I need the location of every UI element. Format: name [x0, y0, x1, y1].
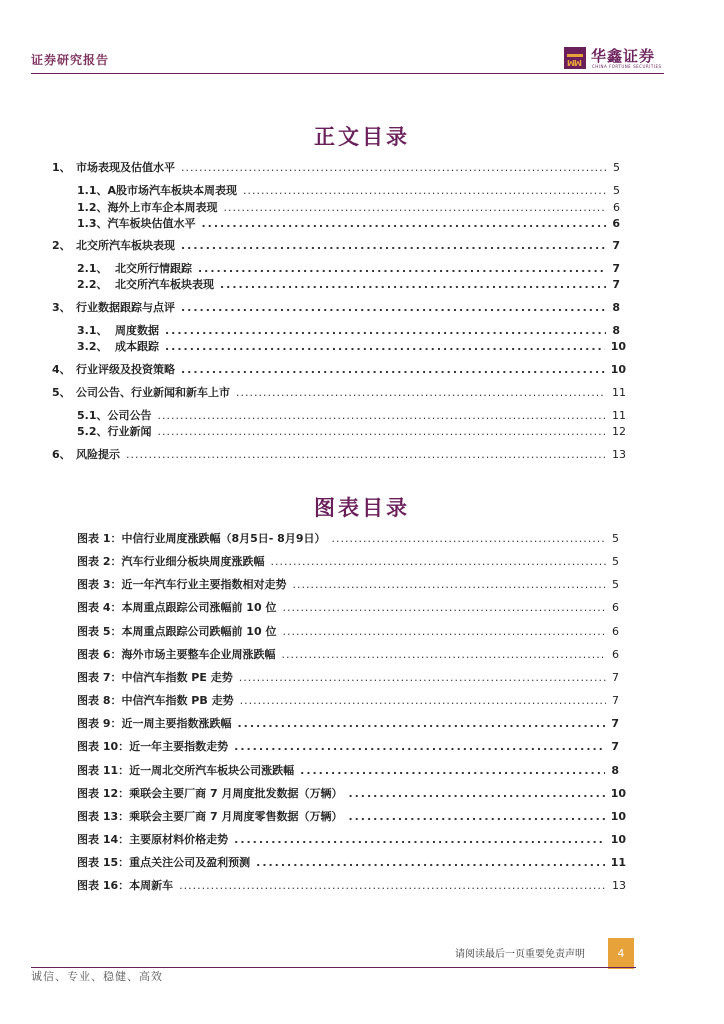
leader-dots [240, 693, 606, 709]
figure-page: 13 [612, 879, 626, 892]
figure-page: 10 [610, 810, 626, 823]
toc-text: 北交所汽车板块表现 [115, 278, 214, 291]
toc-number: 1.1、 [77, 184, 108, 197]
figure-entry[interactable] [77, 647, 619, 663]
leader-dots [202, 216, 607, 232]
figure-entry[interactable] [77, 531, 619, 547]
figure-page: 11 [610, 856, 626, 869]
toc-page: 8 [612, 324, 620, 337]
figure-page: 7 [612, 694, 619, 707]
toc-entry[interactable] [52, 362, 626, 378]
figure-text: 图表 3：近一年汽车行业主要指数相对走势 [77, 578, 287, 591]
leader-dots [292, 577, 606, 593]
toc-page: 5 [613, 161, 620, 174]
toc-number: 3.2、 [77, 340, 108, 353]
toc-number: 5、 [52, 386, 71, 399]
leader-dots [181, 238, 606, 254]
toc-page: 6 [612, 217, 620, 230]
toc-page: 7 [612, 278, 620, 291]
toc-text: 公司公告、行业新闻和新车上市 [76, 386, 230, 399]
figure-text: 图表 5：本周重点跟踪公司跌幅前 10 位 [77, 625, 277, 638]
toc-number: 1、 [52, 161, 71, 174]
figure-page: 5 [612, 578, 619, 591]
leader-dots [181, 160, 607, 176]
toc-title: 正文目录 [314, 125, 410, 149]
figure-text: 图表 11：近一周北交所汽车板块公司涨跌幅 [77, 764, 295, 777]
toc-text: 汽车板块估值水平 [107, 217, 196, 230]
toc-page: 10 [610, 363, 626, 376]
toc-entry[interactable] [52, 160, 620, 176]
toc-number: 6、 [52, 448, 71, 461]
toc-entry[interactable] [77, 183, 620, 199]
figure-text: 图表 4：本周重点跟踪公司涨幅前 10 位 [77, 601, 277, 614]
toc-text: 周度数据 [115, 324, 159, 337]
toc-page: 11 [612, 386, 626, 399]
toc-text: 行业评级及投资策略 [76, 363, 175, 376]
leader-dots [181, 362, 605, 378]
toc-entry[interactable] [52, 447, 626, 463]
toc-number: 3.1、 [77, 324, 108, 337]
leader-dots [234, 739, 605, 755]
figure-entry[interactable] [77, 739, 619, 755]
toc-page: 12 [612, 425, 626, 438]
toc-text: 市场表现及估值水平 [76, 161, 175, 174]
figure-page: 10 [610, 787, 626, 800]
leader-dots [348, 786, 604, 802]
figure-entry[interactable] [77, 855, 626, 871]
figure-page: 7 [611, 740, 619, 753]
figure-page: 6 [612, 648, 619, 661]
header-label: 证券研究报告 [31, 53, 110, 67]
toc-number: 5.2、 [77, 425, 108, 438]
toc-entry[interactable] [77, 216, 620, 232]
leader-dots [158, 408, 607, 424]
toc-number: 1.2、 [77, 201, 108, 214]
figures-title: 图表目录 [314, 496, 410, 520]
leader-dots [234, 832, 605, 848]
figure-page: 10 [610, 833, 626, 846]
logo-english-name: CHINA FORTUNE SECURITIES [592, 64, 662, 69]
figure-entry[interactable] [77, 670, 619, 686]
figure-page: 6 [612, 601, 619, 614]
page-number: 4 [608, 938, 634, 969]
figure-page: 5 [612, 555, 619, 568]
leader-dots [256, 855, 605, 871]
toc-number: 2、 [52, 239, 71, 252]
leader-dots [126, 447, 606, 463]
toc-text: 公司公告 [107, 409, 152, 422]
leader-dots [281, 647, 606, 663]
company-logo [564, 46, 664, 72]
figure-entry[interactable] [77, 786, 626, 802]
toc-number: 4、 [52, 363, 71, 376]
figure-text: 图表 1：中信行业周度涨跌幅（8月5日- 8月9日） [77, 532, 326, 545]
toc-number: 2.2、 [77, 278, 108, 291]
toc-text: 行业数据跟踪与点评 [76, 301, 175, 314]
toc-entry[interactable] [77, 339, 626, 355]
figure-entry[interactable] [77, 600, 619, 616]
figure-entry[interactable] [77, 809, 626, 825]
figure-text: 图表 13：乘联会主要厂商 7 月周度零售数据（万辆） [77, 810, 343, 823]
toc-text: 行业新闻 [107, 425, 152, 438]
leader-dots [179, 878, 606, 894]
leader-dots [332, 531, 607, 547]
figure-entry[interactable] [77, 763, 619, 779]
toc-page: 13 [612, 448, 626, 461]
figure-page: 5 [612, 532, 619, 545]
leader-dots [243, 183, 607, 199]
figure-entry[interactable] [77, 716, 619, 732]
figure-text: 图表 14：主要原材料价格走势 [77, 833, 229, 846]
leader-dots [198, 261, 606, 277]
figure-entry[interactable] [77, 577, 619, 593]
leader-dots [239, 670, 606, 686]
leader-dots [165, 339, 605, 355]
toc-entry[interactable] [77, 323, 620, 339]
figure-page: 6 [612, 625, 619, 638]
leader-dots [237, 716, 605, 732]
leader-dots [348, 809, 604, 825]
leader-dots [300, 763, 605, 779]
toc-text: 风险提示 [76, 448, 120, 461]
leader-dots [181, 300, 606, 316]
header-divider [31, 73, 664, 74]
leader-dots [165, 323, 606, 339]
toc-entry[interactable] [77, 200, 620, 216]
toc-text: 海外上市车企本周表现 [107, 201, 218, 214]
disclaimer-note: 请阅读最后一页重要免责声明 [455, 949, 585, 960]
toc-page: 7 [612, 239, 620, 252]
toc-text: 成本跟踪 [115, 340, 159, 353]
figure-page: 7 [611, 717, 619, 730]
leader-dots [220, 277, 606, 293]
toc-text: A股市场汽车板块本周表现 [107, 184, 238, 197]
figure-page: 7 [612, 671, 619, 684]
leader-dots [236, 385, 606, 401]
figure-entry[interactable] [77, 554, 619, 570]
figure-text: 图表 9：近一周主要指数涨跌幅 [77, 717, 232, 730]
figure-text: 图表 6：海外市场主要整车企业周涨跌幅 [77, 648, 276, 661]
toc-number: 2.1、 [77, 262, 108, 275]
toc-number: 5.1、 [77, 409, 108, 422]
figure-entry[interactable] [77, 878, 626, 894]
toc-page: 11 [612, 409, 626, 422]
leader-dots [282, 624, 606, 640]
toc-page: 10 [610, 340, 626, 353]
toc-page: 7 [612, 262, 620, 275]
toc-entry[interactable] [77, 408, 626, 424]
figure-text: 图表 8：中信汽车指数 PB 走势 [77, 694, 234, 707]
logo-mark-icon: ꟽꟽ [564, 47, 586, 69]
toc-entry[interactable] [52, 300, 620, 316]
figure-text: 图表 2：汽车行业细分板块周度涨跌幅 [77, 555, 265, 568]
toc-text: 北交所汽车板块表现 [76, 239, 175, 252]
toc-number: 3、 [52, 301, 71, 314]
figure-text: 图表 10：近一年主要指数走势 [77, 740, 229, 753]
leader-dots [270, 554, 606, 570]
leader-dots [224, 200, 608, 216]
footer-slogan: 诚信、专业、稳健、高效 [31, 970, 163, 983]
toc-page: 6 [613, 201, 620, 214]
figure-entry[interactable] [77, 693, 619, 709]
figure-entry[interactable] [77, 624, 619, 640]
figure-entry[interactable] [77, 832, 626, 848]
toc-text: 北交所行情跟踪 [115, 262, 192, 275]
toc-page: 8 [612, 301, 620, 314]
toc-entry[interactable] [52, 385, 626, 401]
toc-page: 5 [613, 184, 620, 197]
figure-page: 8 [611, 764, 619, 777]
toc-entry[interactable] [77, 424, 626, 440]
logo-name: 华鑫证券 [591, 47, 656, 65]
figure-text: 图表 12：乘联会主要厂商 7 月周度批发数据（万辆） [77, 787, 343, 800]
figure-text: 图表 7：中信汽车指数 PE 走势 [77, 671, 233, 684]
toc-number: 1.3、 [77, 217, 108, 230]
leader-dots [158, 424, 607, 440]
figure-text: 图表 15：重点关注公司及盈利预测 [77, 856, 251, 869]
figure-text: 图表 16：本周新车 [77, 879, 174, 892]
toc-entry[interactable] [77, 261, 620, 277]
toc-entry[interactable] [77, 277, 620, 293]
toc-entry[interactable] [52, 238, 620, 254]
leader-dots [282, 600, 606, 616]
